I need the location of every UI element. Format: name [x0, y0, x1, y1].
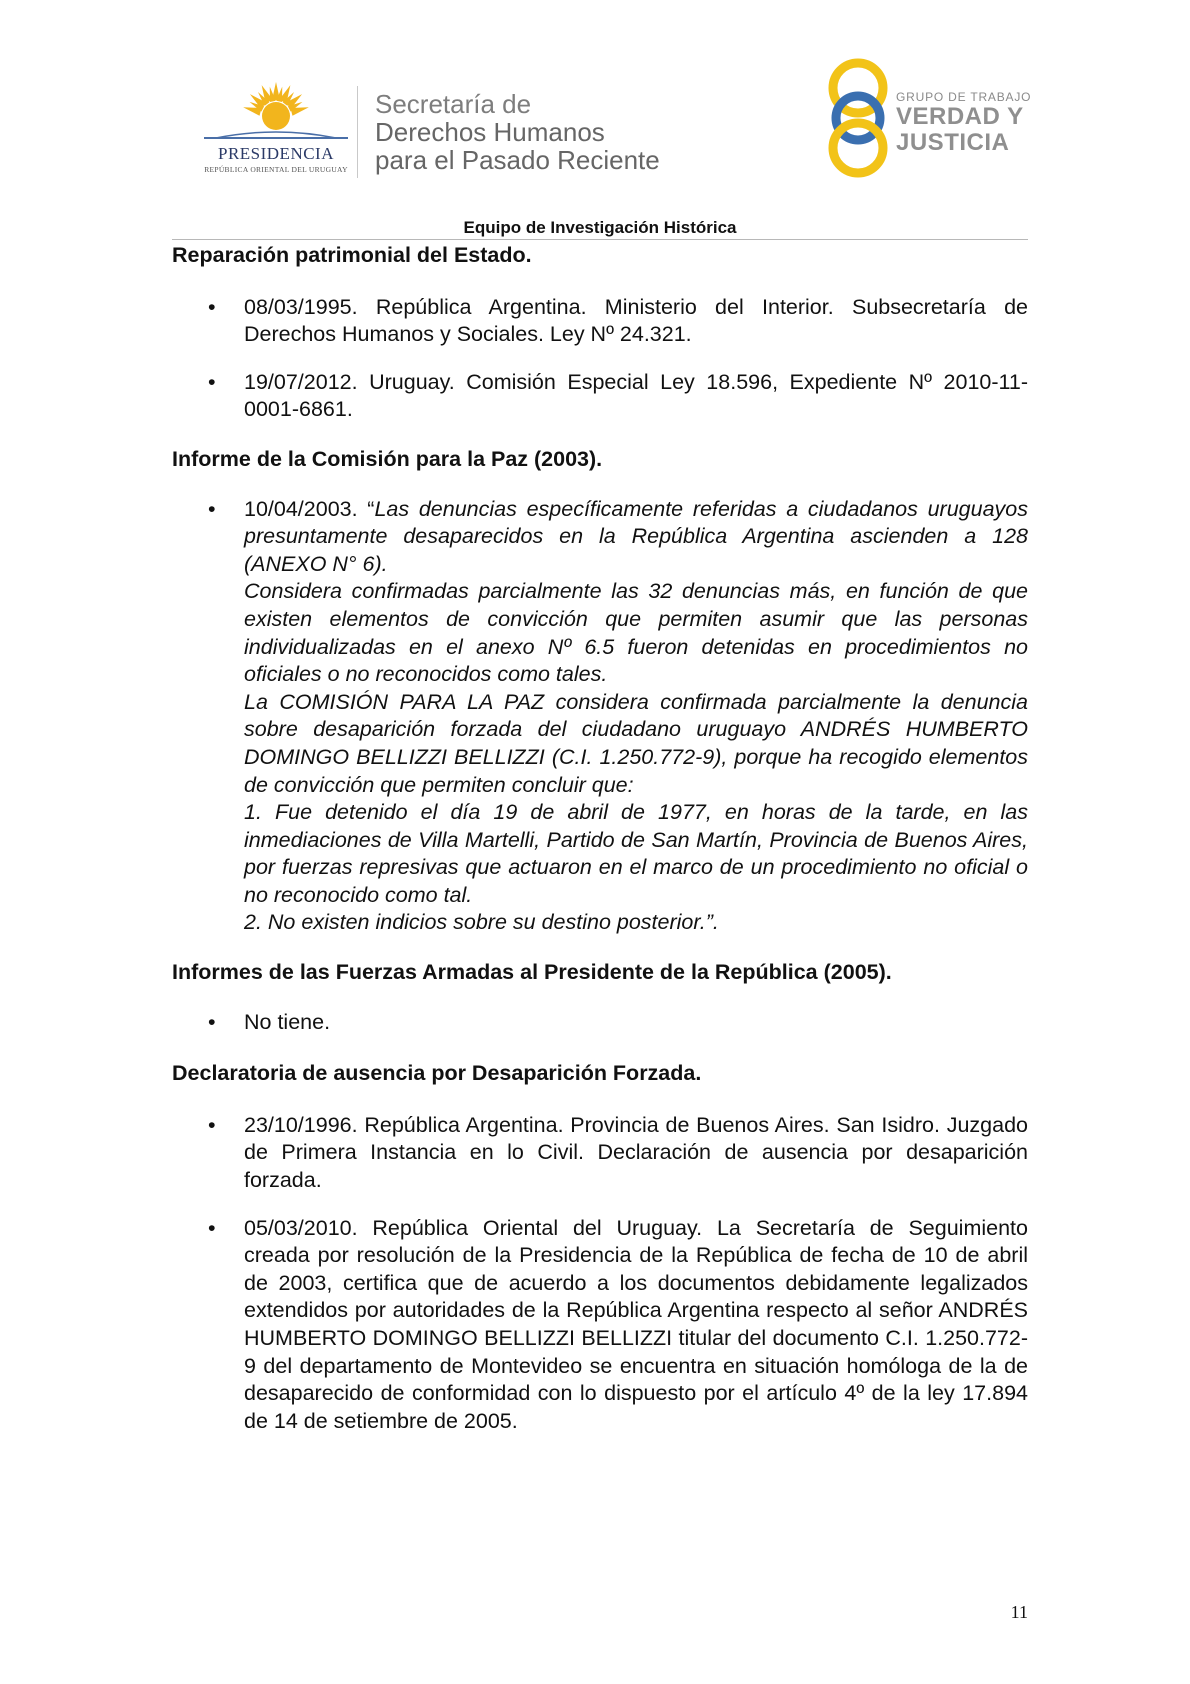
list-item — [172, 1009, 1028, 1037]
team-title: Equipo de Investigación Histórica — [463, 218, 737, 237]
grupo-trabajo-text — [896, 90, 1031, 156]
quote-date: 10/04/2003. “ — [244, 496, 375, 521]
bullet: • — [208, 294, 216, 319]
bullet: • — [208, 1215, 216, 1240]
bullet: • — [208, 496, 216, 521]
list-item — [172, 496, 1028, 938]
quote-paragraph: 2. No existen indicios sobre su destino posterior.”. — [244, 910, 719, 935]
section-list — [172, 294, 1028, 424]
bullet: • — [208, 369, 216, 394]
grupo-line-3: JUSTICIA — [896, 129, 1010, 156]
logo-divider — [357, 86, 358, 178]
list-item-text: 19/07/2012. Uruguay. Comisión Especial Ley 18.596, Expediente Nº 2010-11-0001-6861. — [244, 369, 1028, 422]
section-heading: Reparación patrimonial del Estado. — [172, 243, 532, 267]
secretaria-line-2: Derechos Humanos — [375, 117, 605, 147]
section-heading: Declaratoria de ausencia por Desaparición Forzada. — [172, 1061, 702, 1086]
list-item — [172, 369, 1028, 424]
section-list — [172, 1009, 1028, 1037]
presidencia-wordmark: PRESIDENCIA — [217, 144, 334, 163]
section-list — [172, 1112, 1028, 1436]
quote-paragraph: 1. Fue detenido el día 19 de abril de 1977, en horas de la tarde, en las inmediaciones de Villa Martelli, Partido de San Martín, Provincia de Buenos Aires, por fuerzas represivas que actuaron en el marco de un procedimiento no oficial o no reconocido como tal. — [244, 800, 1028, 907]
secretaria-line-1: Secretaría de — [375, 89, 532, 119]
secretaria-line-3: para el Pasado Reciente — [375, 145, 660, 175]
list-item — [172, 1112, 1028, 1195]
secretaria-logo-text — [375, 90, 660, 174]
list-item-text: No tiene. — [244, 1009, 331, 1034]
quote-paragraph: Considera confirmadas parcialmente las 32 denuncias más, en función de que existen elementos de convicción que permiten asumir que las personas individualizadas en el anexo Nº 6.5 fueron detenidas en procedimientos no oficiales o no reconocidos como tales. — [244, 579, 1028, 687]
header-rule — [172, 239, 1028, 240]
list-item — [172, 294, 1028, 349]
page-header — [0, 0, 1190, 237]
quote-paragraph: Las denuncias específicamente referidas a ciudadanos uruguayos presuntamente desaparecidos en la República Argentina ascienden a 128 (ANEXO N° 6). — [244, 496, 1028, 576]
list-item — [172, 1215, 1028, 1436]
list-item-text: 23/10/1996. República Argentina. Provincia de Buenos Aires. San Isidro. Juzgado de Primera Instancia en lo Civil. Declaración de ausencia por desaparición forzada. — [244, 1112, 1028, 1193]
section-list — [172, 496, 1028, 938]
list-item-text: 05/03/2010. República Oriental del Uruguay. La Secretaría de Seguimiento creada por resolución de la Presidencia de la República de fecha de 10 de abril de 2003, certifica que de acuerdo a los documentos debidamente legalizados extendidos por autoridades de la República Argentina respecto al señor ANDRÉS HUMBERTO DOMINGO BELLIZZI BELLIZZI titular del documento C.I. 1.250.772-9 del departamento de Montevideo se encuentra en situación homóloga de la de desaparecido de conformidad con lo dispuesto por el artículo 4º de la ley 17.894 de 14 de setiembre de 2005. — [244, 1215, 1028, 1433]
document-body — [172, 242, 1028, 1435]
bullet: • — [208, 1009, 216, 1034]
quote-paragraph: La COMISIÓN PARA LA PAZ considera confirmada parcialmente la denuncia sobre desaparición forzada del ciudadano uruguayo ANDRÉS HUMBERTO DOMINGO BELLIZZI BELLIZZI (C.I. 1.250.772-9), porque ha recogido elementos de convicción que permiten concluir que: — [244, 689, 1028, 797]
grupo-line-2: VERDAD Y — [896, 103, 1024, 130]
section-heading: Informes de las Fuerzas Armadas al Presidente de la República (2005). — [172, 960, 892, 985]
page-number: 11 — [1010, 1602, 1028, 1622]
presidencia-subtitle: REPÚBLICA ORIENTAL DEL URUGUAY — [204, 165, 348, 174]
grupo-line-1: GRUPO DE TRABAJO — [896, 90, 1032, 104]
list-item-text: 08/03/1995. República Argentina. Ministerio del Interior. Subsecretaría de Derechos Humanos y Sociales. Ley Nº 24.321. — [244, 294, 1028, 347]
bullet: • — [208, 1112, 216, 1137]
section-heading: Informe de la Comisión para la Paz (2003). — [172, 446, 603, 471]
